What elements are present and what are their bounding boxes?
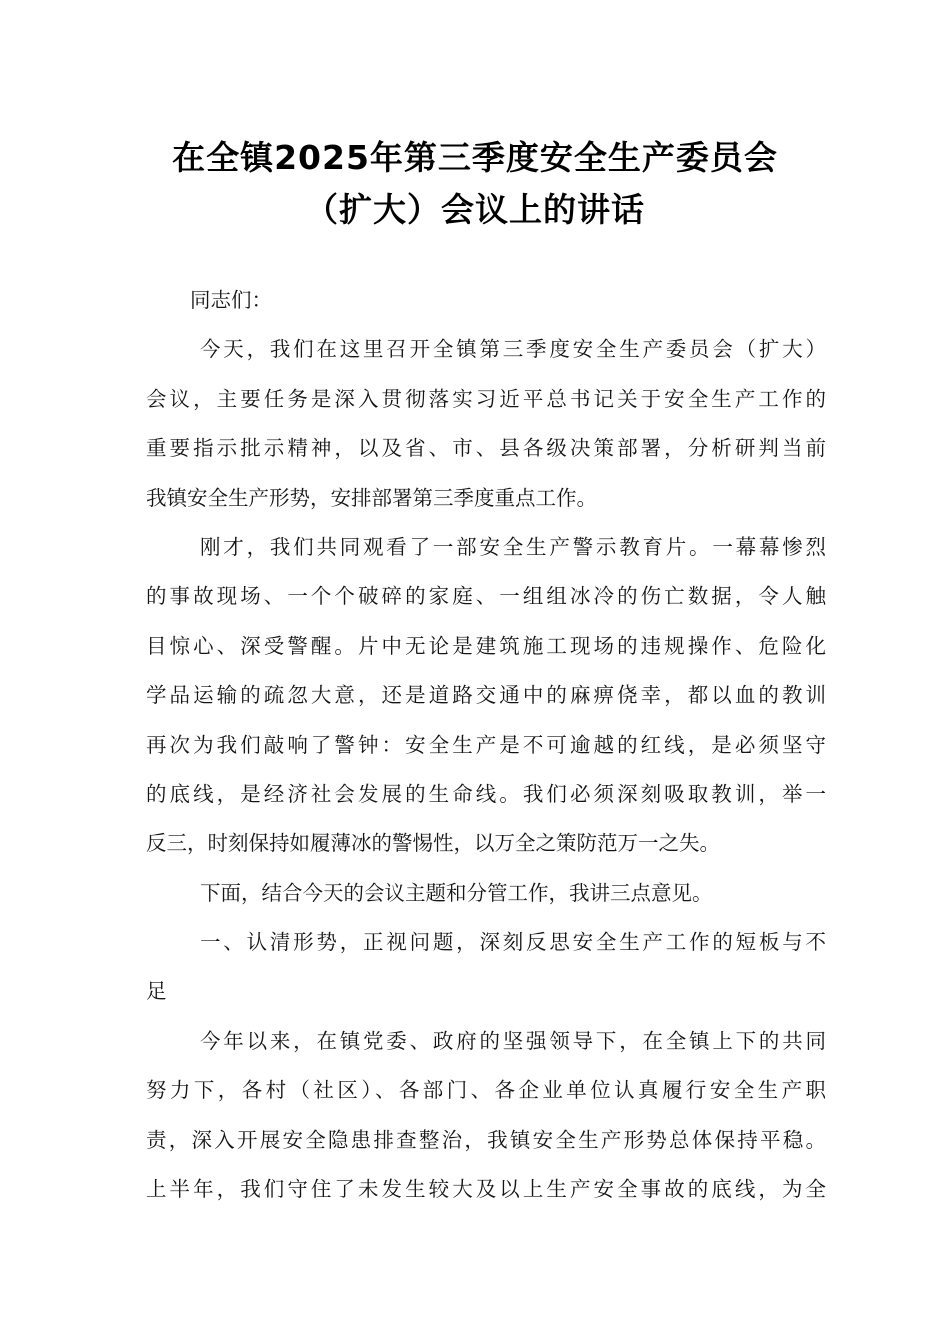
- paragraph-1-line-3: 重要指示批示精神，以及省、市、县各级决策部署，分析研判当前: [146, 436, 826, 461]
- paragraph-2-line-5: 再次为我们敲响了警钟：安全生产是不可逾越的红线，是必须坚守: [146, 732, 826, 757]
- paragraph-2-line-1: 刚才，我们共同观看了一部安全生产警示教育片。一幕幕惨烈: [200, 534, 826, 559]
- paragraph-2-line-4: 学品运输的疏忽大意，还是道路交通中的麻痹侥幸，都以血的教训: [146, 683, 826, 708]
- document-body: [146, 276, 826, 1214]
- paragraph-4-line-4: 上半年，我们守住了未发生较大及以上生产安全事故的底线，为全: [146, 1177, 826, 1202]
- paragraph-3-line-1: 下面，结合今天的会议主题和分管工作，我讲三点意见。: [200, 880, 713, 905]
- paragraph-1-line-2: 会议，主要任务是深入贯彻落实习近平总书记关于安全生产工作的: [146, 386, 826, 411]
- paragraph-2-line-2: 的事故现场、一个个破碎的家庭、一组组冰冷的伤亡数据，令人触: [146, 584, 826, 609]
- paragraph-4-line-1: 今年以来，在镇党委、政府的坚强领导下，在全镇上下的共同: [200, 1028, 826, 1053]
- section-heading-1-line-2: 足: [146, 979, 167, 1004]
- paragraph-4-line-2: 努力下，各村（社区）、各部门、各企业单位认真履行安全生产职: [146, 1078, 826, 1103]
- paragraph-2-line-3: 目惊心、深受警醒。片中无论是建筑施工现场的违规操作、危险化: [146, 633, 826, 658]
- paragraph-1-line-4: 我镇安全生产形势，安排部署第三季度重点工作。: [146, 485, 597, 510]
- section-heading-1-line-1: 一、认清形势，正视问题，深刻反思安全生产工作的短板与不: [200, 930, 826, 955]
- paragraph-4-line-3: 责，深入开展安全隐患排查整治，我镇安全生产形势总体保持平稳。: [146, 1127, 826, 1152]
- paragraph-2-line-6: 的底线，是经济社会发展的生命线。我们必须深刻吸取教训，举一: [146, 781, 826, 806]
- document-title-line-1: 在全镇2025年第三季度安全生产委员会: [172, 138, 778, 177]
- paragraph-2-line-7: 反三，时刻保持如履薄冰的警惕性，以万全之策防范万一之失。: [146, 831, 720, 856]
- salutation: 同志们：: [190, 288, 272, 312]
- paragraph-1-line-1: 今天，我们在这里召开全镇第三季度安全生产委员会（扩大）: [200, 337, 826, 362]
- document-title-line-2: （扩大）会议上的讲话: [305, 190, 645, 229]
